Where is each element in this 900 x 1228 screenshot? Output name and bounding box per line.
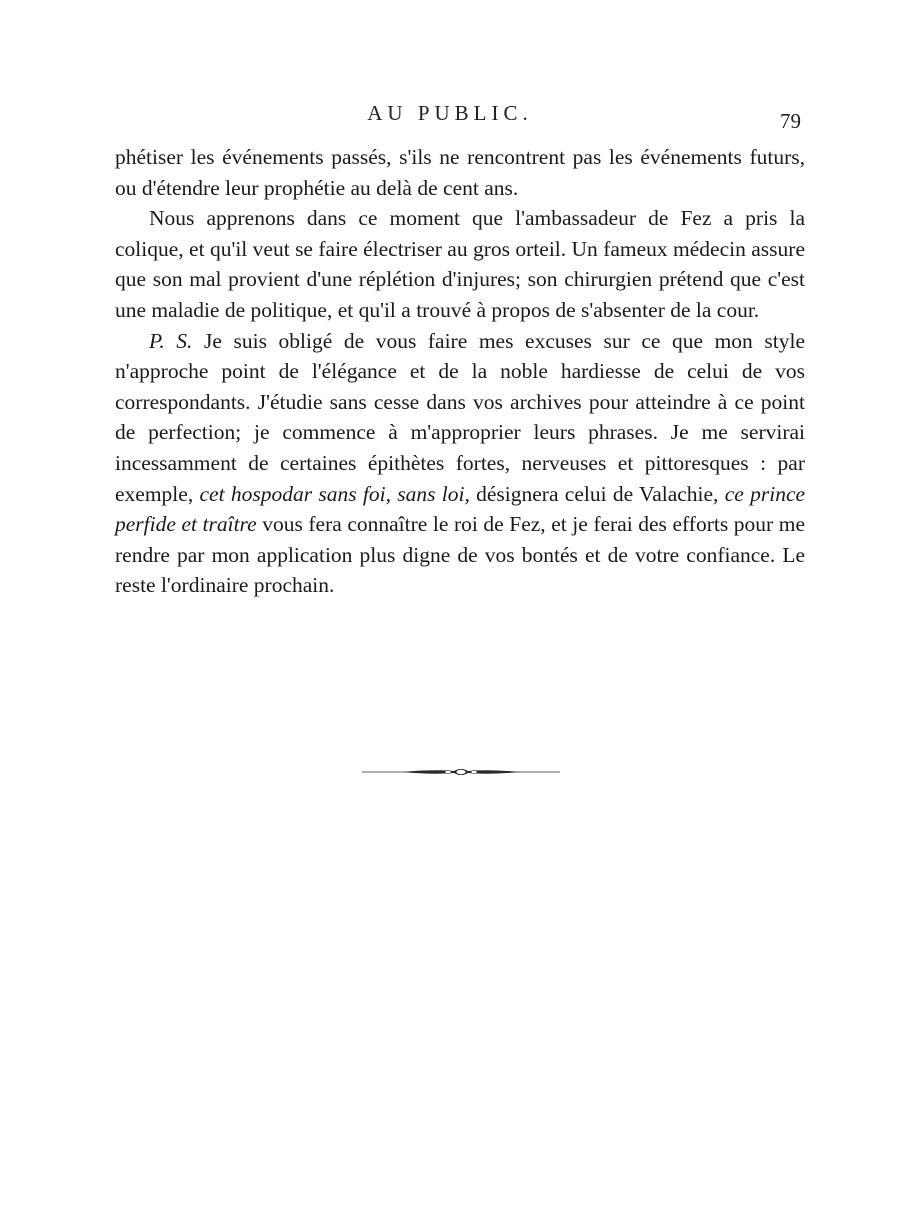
tailpiece-ornament-icon: [362, 764, 560, 780]
postscript-text-3: vous fera connaître le roi de Fez, et je ferai des efforts pour me rendre par mon application plus digne de vos bontés et de votre confiance. Le reste l'ordinaire prochain.: [115, 512, 805, 598]
paragraph-continuation: phétiser les événements passés, s'ils ne rencontrent pas les événements futurs, ou d'étendre leur prophétie au delà de cent ans.: [115, 145, 805, 200]
body-text: [115, 142, 805, 601]
postscript-label: P. S.: [149, 328, 193, 353]
italic-phrase-prince: ce prince perfide et traître: [115, 481, 806, 537]
paragraph-fez-ambassador: Nous apprenons dans ce moment que l'ambassadeur de Fez a pris la colique, et qu'il veut se faire électriser au gros orteil. Un fameux médecin assure que son mal provient d'une réplétion d'injures; son chirurgien prétend que c'est une maladie de politique, et qu'il a trouvé à propos de s'absenter de la cour.: [115, 206, 805, 322]
running-title: AU PUBLIC.: [367, 101, 533, 125]
postscript-text-1: Je suis obligé de vous faire mes excuses sur ce que mon style n'approche point de l'élégance et de la noble hardiesse de celui de vos correspondants. J'étudie sans cesse dans vos archives pour atteindre à ce point de perfection; je commence à m'approprier leurs phrases. Je me servirai incessamment de certaines épithètes fortes, nerveuses et pittoresques : par exemple,: [115, 328, 805, 506]
postscript-text-2: désignera celui de Valachie,: [469, 481, 725, 506]
paragraph-postscript: [115, 326, 805, 601]
page-number: 79: [780, 109, 801, 133]
italic-phrase-hospodar: cet hospodar sans foi, sans loi,: [199, 481, 470, 506]
